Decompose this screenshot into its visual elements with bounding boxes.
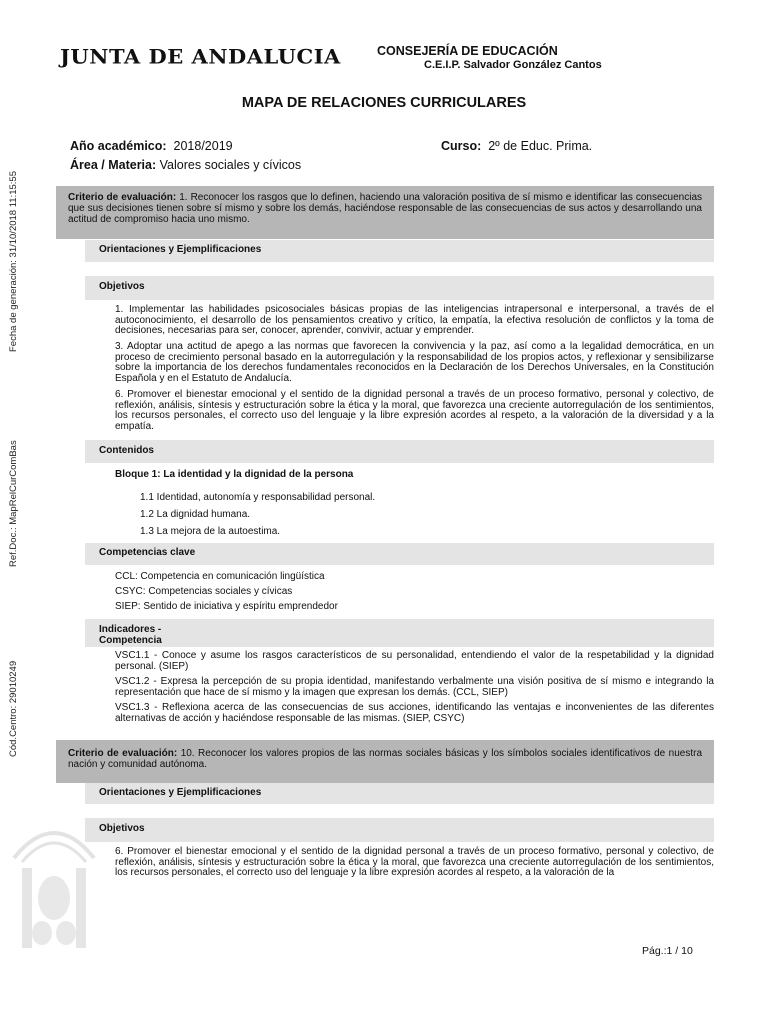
document-title: MAPA DE RELACIONES CURRICULARES — [241, 95, 527, 111]
criterion-text: 1. Reconocer los rasgos que lo definen, haciendo una valoración positiva de sí mismo e identificar las consecuencias que sus decisiones tienen sobre sí mismo y sobre los demás, haciéndose responsable de las consecuencias de sus actos y desarrollando una actitud de compromiso hacia uno mismo. — [68, 192, 703, 225]
school-name: C.E.I.P. Salvador González Cantos — [424, 59, 602, 71]
academic-year-label: Año académico: — [70, 139, 167, 153]
criterion-label: Criterio de evaluación: — [68, 748, 178, 759]
indicadores-heading-line2: Competencia — [99, 635, 162, 646]
course-value: 2º de Educ. Prima. — [488, 139, 593, 153]
section-competencias: Competencias clave — [85, 543, 714, 565]
indicadores-heading-line1: Indicadores - — [99, 624, 162, 635]
criterion-label: Criterio de evaluación: — [68, 192, 177, 203]
content-item: 1.3 La mejora de la autoestima. — [140, 526, 281, 537]
objective-item: 6. Promover el bienestar emocional y el sentido de la dignidad personal a través de un proceso formativo, personal y colectivo, de reflexión, análisis, síntesis y estructuración sobre la ética y la moral, que favorezca una creciente autorregulación de los sentimientos, los recursos personales, el correcto uso del lenguaje y la libre expresión acordes al respeto, a la valoración de la diversidad y a la empatía. — [115, 389, 714, 432]
indicator-item: VSC1.2 - Expresa la percepción de su propia identidad, manifestando verbalmente una visión positiva de sí mismo e integrando la representación que hace de sí mismo y la imagen que expresan los demás. (CCL, SIEP) — [115, 676, 714, 698]
andalucia-emblem-watermark — [4, 818, 104, 968]
page-number: Pág.:1 / 10 — [642, 945, 693, 957]
academic-year-value: 2018/2019 — [173, 139, 233, 153]
content-block-title: Bloque 1: La identidad y la dignidad de la persona — [115, 469, 354, 480]
section-orientaciones: Orientaciones y Ejemplificaciones — [85, 240, 714, 262]
content-item: 1.2 La dignidad humana. — [140, 509, 251, 520]
subject-area-label: Área / Materia: — [70, 158, 157, 172]
generation-date-label: Fecha de generación: 31/10/2018 11:15:55 — [8, 171, 19, 352]
centre-code-label: Cód.Centro: 29010249 — [8, 660, 19, 757]
section-orientaciones: Orientaciones y Ejemplificaciones — [85, 783, 714, 804]
section-contenidos: Contenidos — [85, 440, 714, 463]
section-objetivos: Objetivos — [85, 818, 714, 842]
section-indicadores — [85, 619, 714, 647]
junta-de-andalucia-logo: JUNTA DE ANDALUCIA — [60, 44, 341, 69]
evaluation-criterion-1 — [56, 186, 714, 239]
course-label: Curso: — [441, 139, 482, 153]
academic-year — [70, 139, 233, 153]
subject-area — [70, 158, 301, 172]
content-item: 1.1 Identidad, autonomía y responsabilidad personal. — [140, 492, 376, 503]
competence-item: CCL: Competencia en comunicación lingüística — [115, 571, 325, 582]
course — [441, 139, 592, 153]
objective-item: 3. Adoptar una actitud de apego a las normas que favorecen la convivencia y la paz, así como a la legalidad democrática, en un proceso de crecimiento personal basado en la autorregulación y la responsabilidad de los propios actos, y reflexionar y sensibilizarse sobre la importancia de los derechos fundamentales reconocidos en la Declaración de los Derechos Universales, en la Constitución Española y en el Estatuto de Andalucía. — [115, 341, 714, 384]
competence-item: SIEP: Sentido de iniciativa y espíritu emprendedor — [115, 601, 338, 612]
indicator-item: VSC1.3 - Reflexiona acerca de las consecuencias de sus acciones, identificando las ventajas e inconvenientes de las diferentes alternativas de acción y haciéndose responsable de las mismas. (SIEP, CSYC) — [115, 702, 714, 724]
competence-item: CSYC: Competencias sociales y cívicas — [115, 586, 293, 597]
organization-name: CONSEJERÍA DE EDUCACIÓN — [377, 44, 558, 58]
section-objetivos: Objetivos — [85, 276, 714, 300]
objective-item: 1. Implementar las habilidades psicosociales básicas propias de las inteligencias intrapersonal e interpersonal, a través de el autoconocimiento, el desarrollo de los pensamientos creativo y crítico, la empatía, la efectiva resolución de conflictos y la toma de decisiones, necesarias para ser, conocer, aprender, convivir, actuar y emprender. — [115, 304, 714, 336]
subject-area-value: Valores sociales y cívicos — [159, 158, 302, 172]
criterion-text: 10. Reconocer los valores propios de las normas sociales básicas y los símbolos sociales identificativos de nuestra nación y comunidad autónoma. — [68, 748, 703, 770]
indicator-item: VSC1.1 - Conoce y asume los rasgos característicos de su personalidad, entendiendo el valor de la respetabilidad y la dignidad personal. (SIEP) — [115, 650, 714, 672]
objective-item: 6. Promover el bienestar emocional y el sentido de la dignidad personal a través de un proceso formativo, personal y colectivo, de reflexión, análisis, síntesis y estructuración sobre la ética y la moral, que favorezca una creciente autorregulación de los sentimientos, los recursos personales, el correcto uso del lenguaje y la libre expresión acordes al respeto, a la valoración de la — [115, 846, 714, 878]
doc-reference-label: Ref.Doc.: MapRelCurComBas — [8, 440, 19, 567]
evaluation-criterion-2 — [56, 740, 714, 783]
